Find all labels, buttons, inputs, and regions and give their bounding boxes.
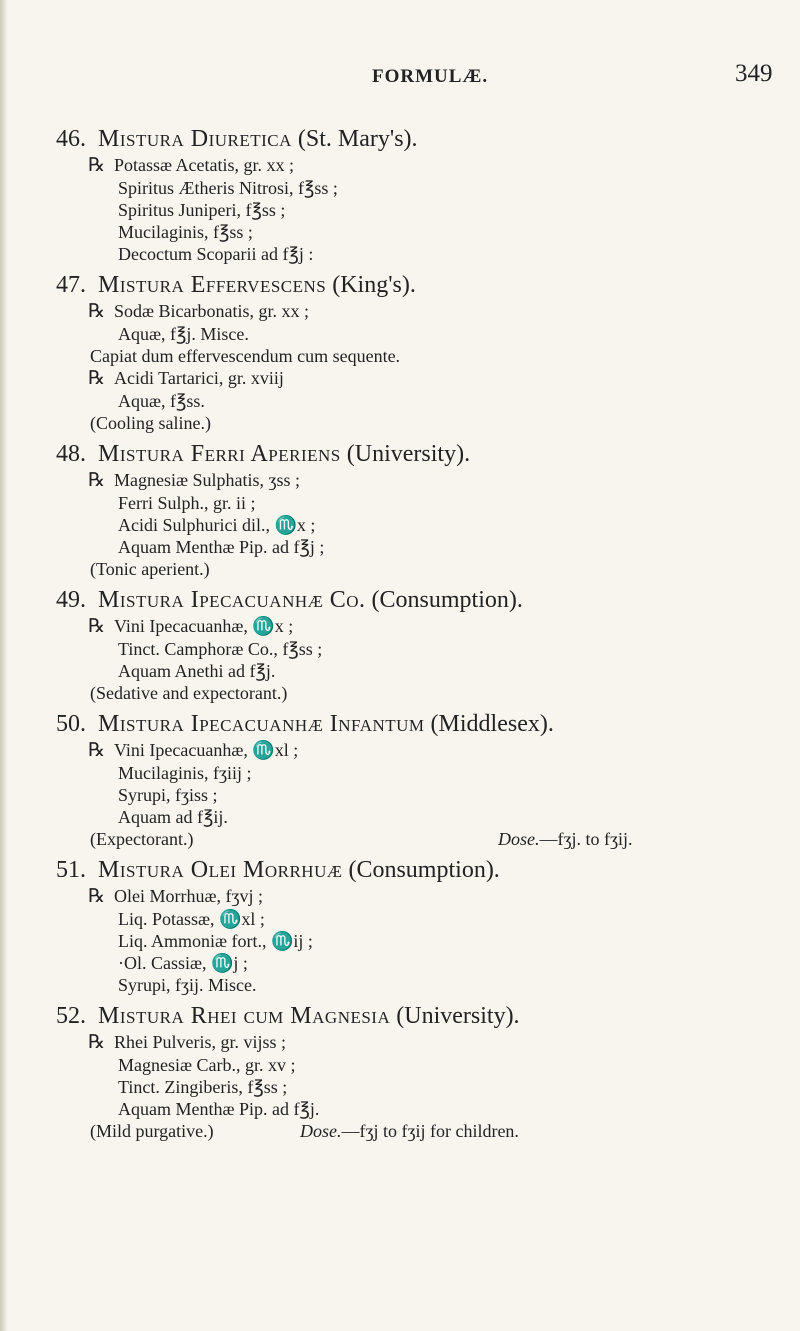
- formula-number: 52.: [56, 1003, 86, 1029]
- rx-symbol: ℞: [88, 616, 106, 637]
- ingredient-line: Aquam Menthæ Pip. ad f℥j.: [118, 1099, 320, 1119]
- formula-note: (Cooling saline.): [90, 413, 211, 433]
- formula-number: 51.: [56, 857, 86, 883]
- ingredient-line: Mucilaginis, fʒiij ;: [118, 763, 252, 783]
- page-number: 349: [735, 60, 773, 87]
- formula-number: 46.: [56, 126, 86, 152]
- formula-name: Mistura Ferri Aperiens: [98, 441, 341, 467]
- formula-entry: [56, 855, 790, 996]
- rx-symbol: ℞: [88, 886, 106, 907]
- rx-symbol: ℞: [88, 1032, 106, 1053]
- formula-entry: [56, 1001, 790, 1142]
- ingredient-line: Aquam Anethi ad f℥j.: [118, 661, 276, 681]
- ingredient-line: Acidi Sulphurici dil., ♏x ;: [118, 515, 316, 535]
- formula-note: (Expectorant.) Dose.—fʒj. to fʒij.: [90, 829, 633, 849]
- formula-number: 48.: [56, 441, 86, 467]
- formula-name: Mistura Olei Morrhuæ: [98, 857, 343, 883]
- formula-entry: [56, 124, 790, 265]
- formula-source: (Consumption).: [371, 587, 523, 613]
- ingredient-line: Tinct. Camphoræ Co., f℥ss ;: [118, 639, 323, 659]
- rx-symbol: ℞: [88, 368, 106, 389]
- ingredient-line: Aquam ad f℥ij.: [118, 807, 228, 827]
- ingredient-line: Liq. Potassæ, ♏xl ;: [118, 909, 265, 929]
- ingredient-line: Magnesiæ Carb., gr. xv ;: [118, 1055, 296, 1075]
- formula-entry: [56, 709, 790, 850]
- ingredient-line: Aquam Menthæ Pip. ad f℥j ;: [118, 537, 325, 557]
- ingredient-line: Tinct. Zingiberis, f℥ss ;: [118, 1077, 288, 1097]
- formula-title: [56, 585, 776, 615]
- page-header: [0, 60, 800, 100]
- ingredient-line: ·Ol. Cassiæ, ♏j ;: [118, 953, 248, 973]
- running-title: FORMULÆ.: [372, 66, 489, 87]
- rx-symbol: ℞: [88, 155, 106, 176]
- formula-name: Mistura Ipecacuanhæ Infantum: [98, 711, 425, 737]
- formula-source: (King's).: [332, 272, 416, 298]
- ingredient-line: Syrupi, fʒij. Misce.: [118, 975, 257, 995]
- formula-title: [56, 270, 776, 300]
- formula-title: [56, 124, 776, 154]
- rx-symbol: ℞: [88, 470, 106, 491]
- formula-entry: [56, 270, 790, 434]
- ingredient-line: Ferri Sulph., gr. ii ;: [118, 493, 256, 513]
- ingredient-line: ℞ Magnesiæ Sulphatis, ʒss ;: [88, 470, 301, 491]
- formula-title: [56, 709, 776, 739]
- instruction-line: Capiat dum effervescendum cum sequente.: [90, 346, 401, 366]
- dose-text: Dose.—fʒj to fʒij for children.: [300, 1121, 519, 1141]
- formula-name: Mistura Rhei cum Magnesia: [98, 1003, 391, 1029]
- ingredient-line: ℞ Potassæ Acetatis, gr. xx ;: [88, 155, 294, 176]
- formula-note: (Tonic aperient.): [90, 559, 210, 579]
- ingredient-line: Aquæ, f℥j. Misce.: [118, 324, 249, 344]
- formula-entry: [56, 585, 790, 704]
- ingredient-line: Mucilaginis, f℥ss ;: [118, 222, 253, 242]
- formula-number: 50.: [56, 711, 86, 737]
- ingredient-line: ℞ Sodæ Bicarbonatis, gr. xx ;: [88, 301, 309, 322]
- formula-name: Mistura Diuretica: [98, 126, 292, 152]
- formula-source: (St. Mary's).: [297, 126, 418, 152]
- formula-number: 49.: [56, 587, 86, 613]
- formulae-list: [56, 124, 790, 1147]
- ingredient-line: Liq. Ammoniæ fort., ♏ij ;: [118, 931, 313, 951]
- ingredient-line: Decoctum Scoparii ad f℥j :: [118, 244, 314, 264]
- ingredient-line: ℞ Vini Ipecacuanhæ, ♏x ;: [88, 616, 294, 637]
- formula-source: (University).: [396, 1003, 520, 1029]
- ingredient-line: ℞ Vini Ipecacuanhæ, ♏xl ;: [88, 740, 299, 761]
- ingredient-line: Spiritus Ætheris Nitrosi, f℥ss ;: [118, 178, 338, 198]
- ingredient-line: ℞ Olei Morrhuæ, fʒvj ;: [88, 886, 263, 907]
- formula-name: Mistura Ipecacuanhæ Co.: [98, 587, 366, 613]
- formula-source: (Consumption).: [348, 857, 500, 883]
- ingredient-line: ℞ Rhei Pulveris, gr. vijss ;: [88, 1032, 287, 1053]
- ingredient-line: Aquæ, f℥ss.: [118, 391, 205, 411]
- dose-text: Dose.—fʒj. to fʒij.: [498, 829, 633, 849]
- formula-name: Mistura Effervescens: [98, 272, 327, 298]
- ingredient-line: Spiritus Juniperi, f℥ss ;: [118, 200, 286, 220]
- formula-title: [56, 855, 776, 885]
- formula-note: (Mild purgative.) Dose.—fʒj to fʒij for children.: [90, 1121, 519, 1141]
- rx-symbol: ℞: [88, 740, 106, 761]
- rx-symbol: ℞: [88, 301, 106, 322]
- page-shadow: [0, 0, 8, 1331]
- ingredient-line: Syrupi, fʒiss ;: [118, 785, 218, 805]
- formula-title: [56, 439, 776, 469]
- formula-source: (Middlesex).: [430, 711, 554, 737]
- ingredient-line: ℞ Acidi Tartarici, gr. xviij: [88, 368, 284, 389]
- formula-number: 47.: [56, 272, 86, 298]
- formula-title: [56, 1001, 776, 1031]
- formula-source: (University).: [346, 441, 471, 467]
- formula-entry: [56, 439, 790, 580]
- formula-note: (Sedative and expectorant.): [90, 683, 288, 703]
